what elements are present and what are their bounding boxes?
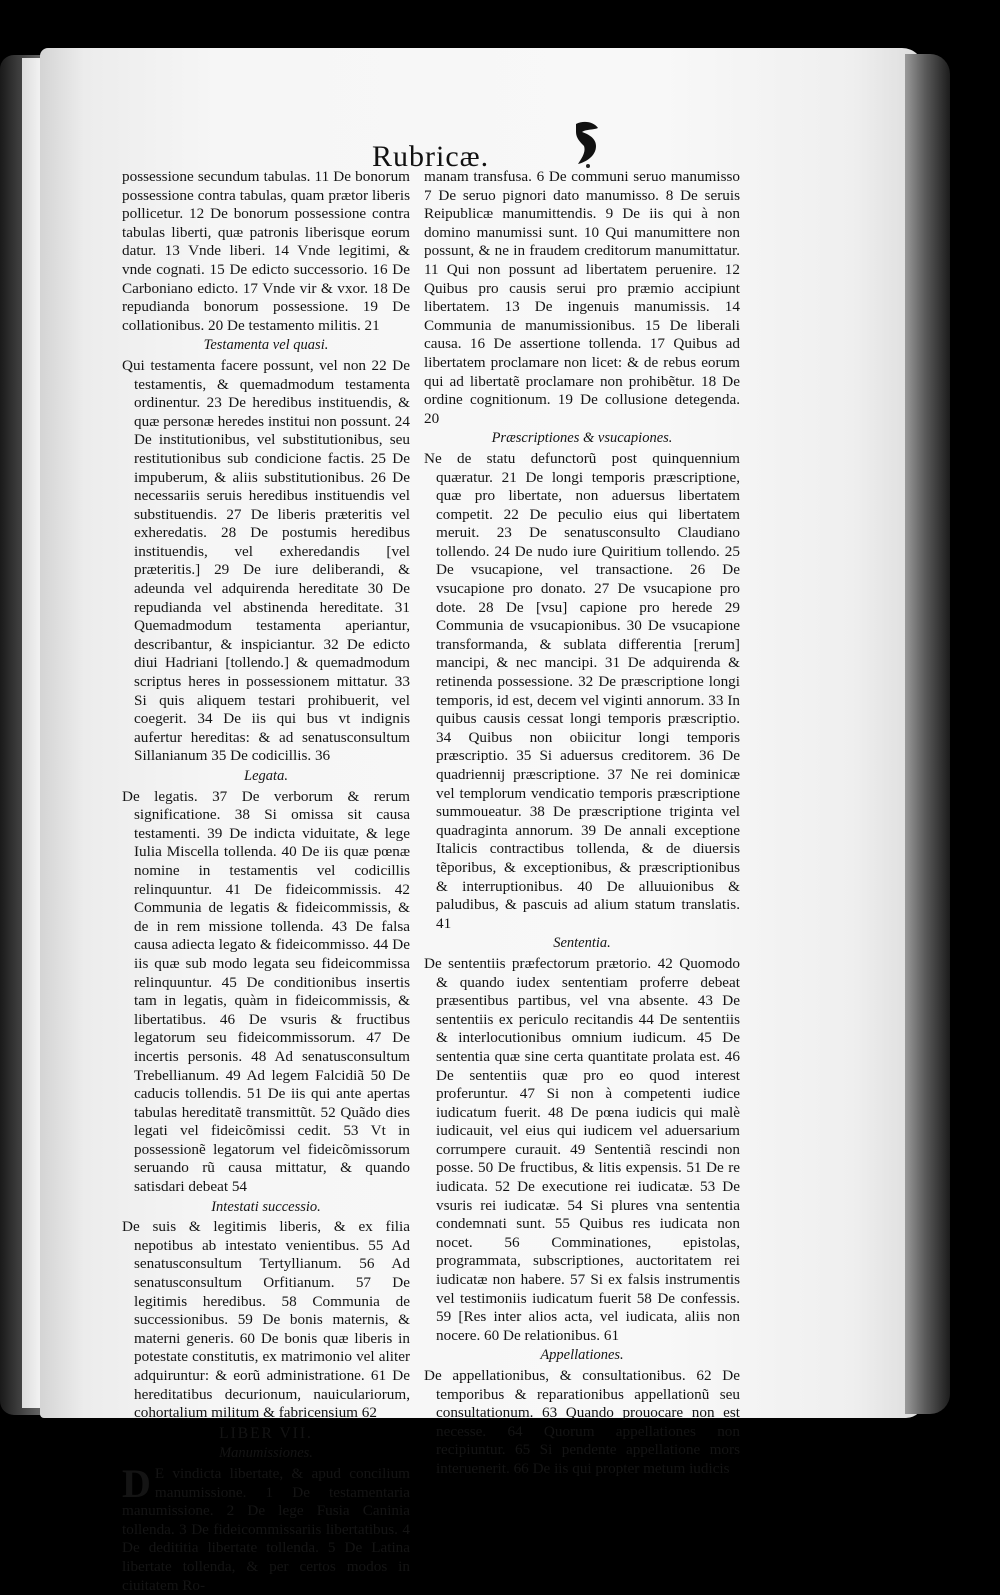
rubric-paragraph: Ne de statu defunctorũ post quinquennium quæratur. 21 De longi temporis præscriptione, quæ pro libertate, non aduersus libertatem competit. 22 De peculio eius qui libertatem meruit. 23 De senatusconsulto Claudiano tollendo. 24 De nudo iure Quiritium tollendo. 25 De vsucapione, vel transactione. 26 De vsucapione pro donato. 27 De vsucapione pro dote. 28 De [vsu] capione pro herede 29 Communia de vsucapionibus. 30 De vsucapione transformanda, & sublata differentia [rerum] mancipi, & nec mancipi. 31 De adquirenda & retinenda possessione. 32 De præscriptione longi temporis, id est, decem vel viginti annorum. 33 In quibus causis cessat longi temporis præscriptio. 34 Quibus non obiicitur longi temporis præscriptio. 35 Si aduersus creditorem. 36 De quadriennij præscriptione. 37 Ne rei dominicæ vel templorum vendicatio temporis præscriptione summoueatur. 38 De præscriptione triginta vel quadraginta annorum. 39 De annali exceptione Italicis contractibus tollenda, & de diuersis tẽporibus, & exceptionibus, & præscriptionibus & interruptionibus. 40 De alluuionibus & paludibus, & pascuis ad alium statum translatis. 41 bbox=[424, 449, 740, 932]
section-heading: Appellationes. bbox=[540, 1347, 624, 1364]
rubric-paragraph: possessione secundum tabulas. 11 De bonorum possessione contra tabulas, quam prætor liberis pollicetur. 12 De bonorum possessione contra tabulas liberti, quæ patronis liberisque eorum datur. 13 Vnde liberi. 14 Vnde legitimi, & vnde cognati. 15 De edicto successorio. 16 De Carboniano edicto. 17 Vnde vir & vxor. 18 De repudianda bonorum possessione. 19 De collationibus. 20 De testamento militis. 21 bbox=[122, 168, 410, 334]
section-heading: Testamenta vel quasi. bbox=[203, 337, 329, 354]
rubric-paragraph: De suis & legitimis liberis, & ex filia nepotibus ab intestato venientibus. 55 Ad senatusconsultum Tertyllianum. 56 Ad senatusconsultum Orfitianum. 57 De legitimis heredibus. 58 Communia de successionibus. 59 De bonis maternis, & materni generis. 60 De bonis quæ liberis in potestate constitutis, ex matrimonio vel aliter adquiruntur: & eorũ administratione. 61 De hereditatibus decurionum, nauiculariorum, cohortalium militum & fabricensium 62 bbox=[122, 1218, 410, 1422]
rubric-paragraph: De appellationibus, & consultationibus. 62 De temporibus & reparationibus appellationũ seu consultationum. 63 Quando prouocare non est necesse. 64 Quorum appellationes non recipiuntur. 65 Si pendente appellatione mors interuenerit. 66 De iis qui propter metum iudicis bbox=[424, 1367, 740, 1477]
section-heading: Præscriptiones & vsucapiones. bbox=[491, 430, 673, 447]
section-heading: Manumissiones. bbox=[219, 1445, 313, 1462]
right-column bbox=[424, 168, 740, 1479]
page-left-edge bbox=[22, 58, 42, 1408]
dropcap-paragraph bbox=[122, 1460, 410, 1595]
rubric-paragraph: Qui testamenta facere possunt, vel non 22 De testamentis, & quemadmodum testamenta ordinentur. 23 De heredibus instituendis, & quæ personæ heredes institui non possunt. 24 De institutionibus, vel substitutionibus, seu restitutionibus sub condicione factis. 25 De impuberum, & aliis substitutionibus. 26 De necessariis seruis heredibus instituendis vel substituendis. 27 De liberis præteritis vel exheredatis. 28 De postumis heredibus instituendis, vel exheredandis [vel præteritis.] 29 De iure deliberandi, & adeunda vel adquirenda hereditate 30 De repudianda vel abstinenda hereditate. 31 Quemadmodum testamenta aperiantur, describantur, & inspiciantur. 32 De edicto diui Hadriani [tollendo.] & quemadmodum scriptus heres in possessionem mittatur. 33 Si quis aliquem testari prohibuerit, vel coegerit. 34 De iis qui bus vt indignis aufertur hereditas: & ad senatusconsultum Sillanianum 35 De codicillis. 36 bbox=[122, 356, 410, 765]
section-heading: Sententia. bbox=[553, 935, 611, 952]
rubric-paragraph: De sententiis præfectorum prætorio. 42 Quomodo & quando iudex sententiam proferre debeat præsentibus partibus, vel vna absente. 43 De sententiis ex periculo recitandis 44 De sententiis & interlocutionibus omnium iudicum. 45 De sententia quæ sine certa quantitate prolata est. 46 De sententiis quæ pro eo quod interest proferuntur. 47 Si non à competenti iudice iudicatum fuerit. 48 De pœna iudicis qui malè iudicauit, vel eius qui iudicem vel aduersarium corrumpere curauit. 49 Sententiã rescindi non posse. 50 De fructibus, & litis expensis. 51 De re iudicata. 52 De executione rei iudicatæ. 53 De vsuris rei iudicatæ. 54 Si plures vna sententia condemnati sunt. 55 Quibus res iudicata non nocet. 56 Comminationes, epistolas, programmata, subscriptiones, auctoritatem rei iudicatæ non habere. 57 Si ex falsis instrumentis vel testimoniis iudicatum fuerit 58 De confessis. 59 [Res inter alios acta, vel iudicata, aliis non nocere. 60 De relationibus. 61 bbox=[424, 954, 740, 1344]
book-title: LIBER VII. bbox=[219, 1424, 313, 1442]
dropcap-text: E vindicta libertate, & apud concilium manumissione. 1 De testamentaria manumissione. 2 De lege Fusia Caninia tollenda. 3 De fideicommissariis libertatibus. 4 De dedititia libertate tollenda. 5 De Latina libertate tollenda, & per certos modos in ciuitatem Ro- bbox=[122, 1464, 410, 1594]
section-heading: Legata. bbox=[244, 768, 288, 784]
running-head: Rubricæ. bbox=[372, 140, 490, 173]
section-heading: Intestati successio. bbox=[211, 1198, 321, 1215]
rubric-paragraph: manam transfusa. 6 De communi seruo manumisso 7 De seruo pignori dato manumisso. 8 De seruis Reipublicæ manumittendis. 9 De iis qui à non domino manumissi sunt. 10 Qui manumittere non possunt, & ne in fraudem creditorum manumittatur. 11 Qui non possunt ad libertatem peruenire. 12 Quibus pro causis serui pro præmio accipiunt libertatem. 13 De ingenuis manumissis. 14 Communia de manumissionibus. 15 De liberali causa. 16 De assertione tollenda. 17 Quibus ad libertatem proclamare non licet: & de rebus eorum qui ad libertatẽ proclamare non prohibẽtur. 18 De ordine cognitionum. 19 De collusione detegenda. 20 bbox=[424, 168, 740, 427]
rubric-paragraph: De legatis. 37 De verborum & rerum significatione. 38 Si omissa sit causa testamenti. 39 De indicta viduitate, & lege Iulia Miscella tollenda. 40 De iis quæ pœnæ nomine in testamentis vel codicillis relinquuntur. 41 De fideicommissis. 42 Communia de legatis & fideicommissis, & de in rem missione tollenda. 43 De falsa causa adiecta legato & fideicommisso. 44 De iis quæ sub modo legata seu fideicommissa relinquuntur. 45 De conditionibus insertis tam in legatis, quàm in fideicommissis, & libertatibus. 46 De vsuris & fructibus legatorum seu fideicommissorum. 47 De incertis personis. 48 Ad senatusconsultum Trebellianum. 49 Ad legem Falcidiã 50 De caducis tollendis. 51 De iis qui ante apertas tabulas hereditatẽ transmittũt. 52 Quãdo dies legati vel fideicõmissi cedit. 53 Vt in possessionẽ legatorum vel fideicõmissorum seruando rũ causa mittatur, & quando satisdari debeat 54 bbox=[122, 787, 410, 1196]
left-column bbox=[122, 168, 410, 1595]
page-right-edge-shadow bbox=[905, 54, 950, 1414]
ink-blot-mark bbox=[570, 118, 604, 170]
dropcap-initial: D bbox=[122, 1460, 151, 1506]
